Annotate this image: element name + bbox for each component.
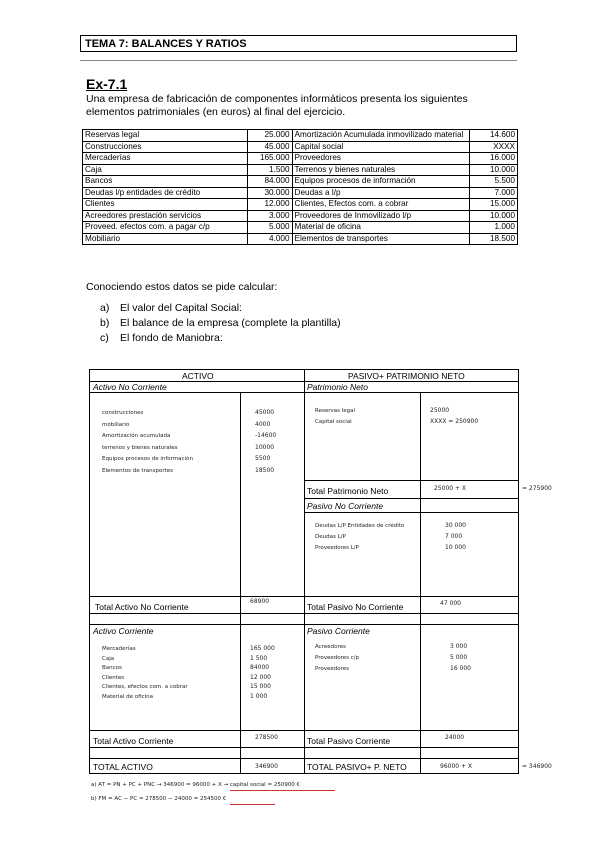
- hw-ac-value: 1 500: [250, 654, 268, 662]
- hw-pnc-item: Deudas L/P Entidades de crédito: [315, 523, 405, 529]
- element-amount: 12.000: [247, 199, 292, 211]
- hw-anc-item: Equipos procesos de información: [102, 456, 193, 462]
- row-line: [90, 596, 518, 597]
- hw-total-pc: 24000: [445, 734, 465, 741]
- element-name: Amortización Acumulada inmovilizado material: [292, 130, 470, 142]
- hw-pnc-value: 30 000: [445, 522, 466, 529]
- hw-ac-item: Bancos: [102, 665, 122, 671]
- element-name: Acreedores prestación servicios: [83, 210, 248, 222]
- pnc-label: Pasivo No Corriente: [307, 501, 384, 511]
- element-amount: 10.000: [470, 164, 518, 176]
- hw-pc-value: 3 000: [450, 643, 468, 650]
- element-amount: 25.000: [247, 130, 292, 142]
- hw-anc-value: 5500: [255, 455, 271, 462]
- page-header: [80, 35, 517, 52]
- element-amount: 5.000: [247, 222, 292, 234]
- question-text: El fondo de Maniobra:: [120, 332, 223, 344]
- question-item: [100, 331, 341, 346]
- page-title: TEMA 7: BALANCES Y RATIOS: [85, 38, 247, 50]
- element-name: Equipos procesos de información: [292, 176, 470, 188]
- anc-label: Activo No Corriente: [93, 382, 167, 392]
- element-amount: 16.000: [470, 153, 518, 165]
- element-amount: XXXX: [470, 141, 518, 153]
- element-amount: 5.500: [470, 176, 518, 188]
- elements-row: [83, 176, 518, 188]
- activo-header: ACTIVO: [182, 371, 214, 381]
- element-amount: 4.000: [247, 233, 292, 245]
- header-divider: [80, 60, 517, 61]
- row-line: [90, 758, 518, 759]
- hw-ac-value: 1 000: [250, 692, 268, 700]
- left-value-divider: [240, 392, 241, 773]
- element-name: Caja: [83, 164, 248, 176]
- hw-pnc-value: 7 000: [445, 533, 463, 540]
- hw-ac-value: 165 000: [250, 645, 275, 652]
- exercise-intro: Una empresa de fabricación de componentes informáticos presenta los siguientes elementos patrimoniales (en euros) al final del ejercicio.: [86, 93, 468, 118]
- hw-total-activo: 346900: [255, 763, 278, 770]
- hw-total-pnc: 47 000: [440, 600, 461, 607]
- question-key: c): [100, 332, 109, 344]
- answer-b: b) FM = AC − PC = 278500 − 24000 = 254500 €: [91, 796, 227, 802]
- question-item: [100, 301, 341, 316]
- elements-table: [82, 129, 518, 245]
- question-item: [100, 316, 341, 331]
- hw-pn-item: Capital social: [315, 419, 352, 425]
- hw-ac-item: Mercaderías: [102, 646, 136, 652]
- element-amount: 1.000: [470, 222, 518, 234]
- answer-b-underline: [230, 804, 275, 805]
- elements-row: [83, 233, 518, 245]
- hw-anc-item: Elementos de transportes: [102, 467, 174, 474]
- question-text: El balance de la empresa (complete la plantilla): [120, 317, 341, 329]
- total-ac-label: Total Activo Corriente: [93, 736, 174, 746]
- hw-total-anc: 68900: [250, 598, 270, 605]
- row-line: [304, 498, 518, 499]
- element-amount: 165.000: [247, 153, 292, 165]
- total-anc-label: Total Activo No Corriente: [95, 602, 189, 612]
- hw-anc-value: 18500: [255, 466, 275, 474]
- element-amount: 7.000: [470, 187, 518, 199]
- hw-ac-item: Material de oficina: [102, 693, 153, 700]
- questions-intro: Conociendo estos datos se pide calcular:: [86, 281, 278, 293]
- element-amount: 14.600: [470, 130, 518, 142]
- question-text: El valor del Capital Social:: [120, 302, 242, 314]
- balance-template: [89, 369, 552, 774]
- hw-anc-item: mobiliario: [102, 421, 130, 428]
- hw-ac-value: 84000: [250, 664, 270, 671]
- hw-pc-item: Acreedores: [315, 644, 346, 650]
- hw-pnc-value: 10 000: [445, 544, 466, 551]
- row-line: [90, 613, 518, 614]
- element-amount: 3.000: [247, 210, 292, 222]
- element-name: Elementos de transportes: [292, 233, 470, 245]
- element-name: Proveedores: [292, 153, 470, 165]
- questions-list: [100, 301, 341, 346]
- element-name: Capital social: [292, 141, 470, 153]
- hw-pnc-item: Deudas L/P: [315, 534, 346, 540]
- question-key: a): [100, 302, 110, 314]
- element-amount: 18.500: [470, 233, 518, 245]
- ac-label: Activo Corriente: [93, 626, 154, 636]
- elements-row: [83, 141, 518, 153]
- element-amount: 84.000: [247, 176, 292, 188]
- hw-ac-item: Clientes, efectos com. a cobrar: [102, 684, 188, 690]
- pn-label: Patrimonio Neto: [307, 382, 368, 392]
- hw-pnc-item: Proveedores L/P: [315, 545, 359, 551]
- question-key: b): [100, 317, 110, 329]
- hw-total-pasivo: 96000 + X: [440, 763, 473, 770]
- hw-anc-value: 10000: [255, 443, 275, 451]
- hw-anc-item: construcciones: [102, 410, 144, 416]
- row-line: [304, 480, 518, 481]
- exercise-label: Ex-7.1: [86, 76, 128, 92]
- elements-row: [83, 187, 518, 199]
- pc-label: Pasivo Corriente: [307, 626, 370, 636]
- total-activo-label: TOTAL ACTIVO: [93, 762, 153, 772]
- hw-anc-value: 4000: [255, 420, 271, 428]
- element-name: Deudas l/p entidades de crédito: [83, 187, 248, 199]
- elements-row: [83, 199, 518, 211]
- hw-ac-value: 15 000: [250, 683, 271, 690]
- row-line: [90, 747, 518, 748]
- hw-ac-item: Clientes: [102, 674, 125, 681]
- pasivo-header: PASIVO+ PATRIMONIO NETO: [348, 371, 465, 381]
- hw-total-pn-side: = 275900: [522, 485, 552, 492]
- total-pn-label: Total Patrimonio Neto: [307, 486, 389, 496]
- element-name: Mercaderías: [83, 153, 248, 165]
- elements-row: [83, 153, 518, 165]
- row-line: [90, 624, 518, 625]
- element-amount: 10.000: [470, 210, 518, 222]
- total-pc-label: Total Pasivo Corriente: [307, 736, 391, 746]
- element-name: Reservas legal: [83, 130, 248, 142]
- right-value-divider: [420, 392, 421, 773]
- hw-pn-value: XXXX = 250900: [430, 418, 479, 425]
- element-name: Clientes: [83, 199, 248, 211]
- hw-anc-item: terrenos y bienes naturales: [102, 444, 178, 451]
- hw-pc-item: Proveedores: [315, 666, 349, 672]
- element-amount: 30.000: [247, 187, 292, 199]
- hw-anc-item: Amortización acumulada: [102, 433, 171, 439]
- hw-pc-value: 16 000: [450, 665, 471, 672]
- element-name: Proveedores de Inmovilizado l/p: [292, 210, 470, 222]
- hw-anc-value: 45000: [255, 409, 275, 416]
- elements-row: [83, 210, 518, 222]
- hw-ac-item: Caja: [102, 655, 115, 662]
- element-name: Construcciones: [83, 141, 248, 153]
- hw-pn-item: Reservas legal: [315, 408, 356, 414]
- element-name: Mobiliario: [83, 233, 248, 245]
- row-line: [90, 392, 518, 393]
- hw-anc-value: -14600: [255, 432, 277, 439]
- hw-ac-value: 12 000: [250, 673, 271, 681]
- hw-pc-item: Proveedores c/p: [315, 655, 360, 661]
- elements-row: [83, 222, 518, 234]
- hw-pn-value: 25000: [430, 407, 450, 414]
- elements-row: [83, 164, 518, 176]
- element-amount: 1.500: [247, 164, 292, 176]
- hw-total-pasivo-side: = 346900: [522, 763, 552, 770]
- element-name: Terrenos y bienes naturales: [292, 164, 470, 176]
- hw-total-pn: 25000 + X: [434, 485, 467, 492]
- answer-a-underline: [230, 790, 335, 791]
- answer-a: a) AT = PN + PC + PNC → 346900 = 96000 + X → capital social = 250900 €: [91, 782, 301, 788]
- element-name: Clientes, Efectos com. a cobrar: [292, 199, 470, 211]
- element-amount: 15.000: [470, 199, 518, 211]
- element-name: Proveed. efectos com. a pagar c/p: [83, 222, 248, 234]
- element-name: Material de oficina: [292, 222, 470, 234]
- row-line: [90, 730, 518, 731]
- element-name: Bancos: [83, 176, 248, 188]
- elements-row: [83, 130, 518, 142]
- total-pasivo-label: TOTAL PASIVO+ P. NETO: [307, 762, 407, 772]
- hw-total-ac: 278500: [255, 734, 278, 741]
- hw-pc-value: 5 000: [450, 654, 468, 661]
- element-name: Deudas a l/p: [292, 187, 470, 199]
- total-pnc-label: Total Pasivo No Corriente: [307, 602, 404, 612]
- element-amount: 45.000: [247, 141, 292, 153]
- center-divider: [304, 370, 305, 773]
- row-line: [304, 512, 518, 513]
